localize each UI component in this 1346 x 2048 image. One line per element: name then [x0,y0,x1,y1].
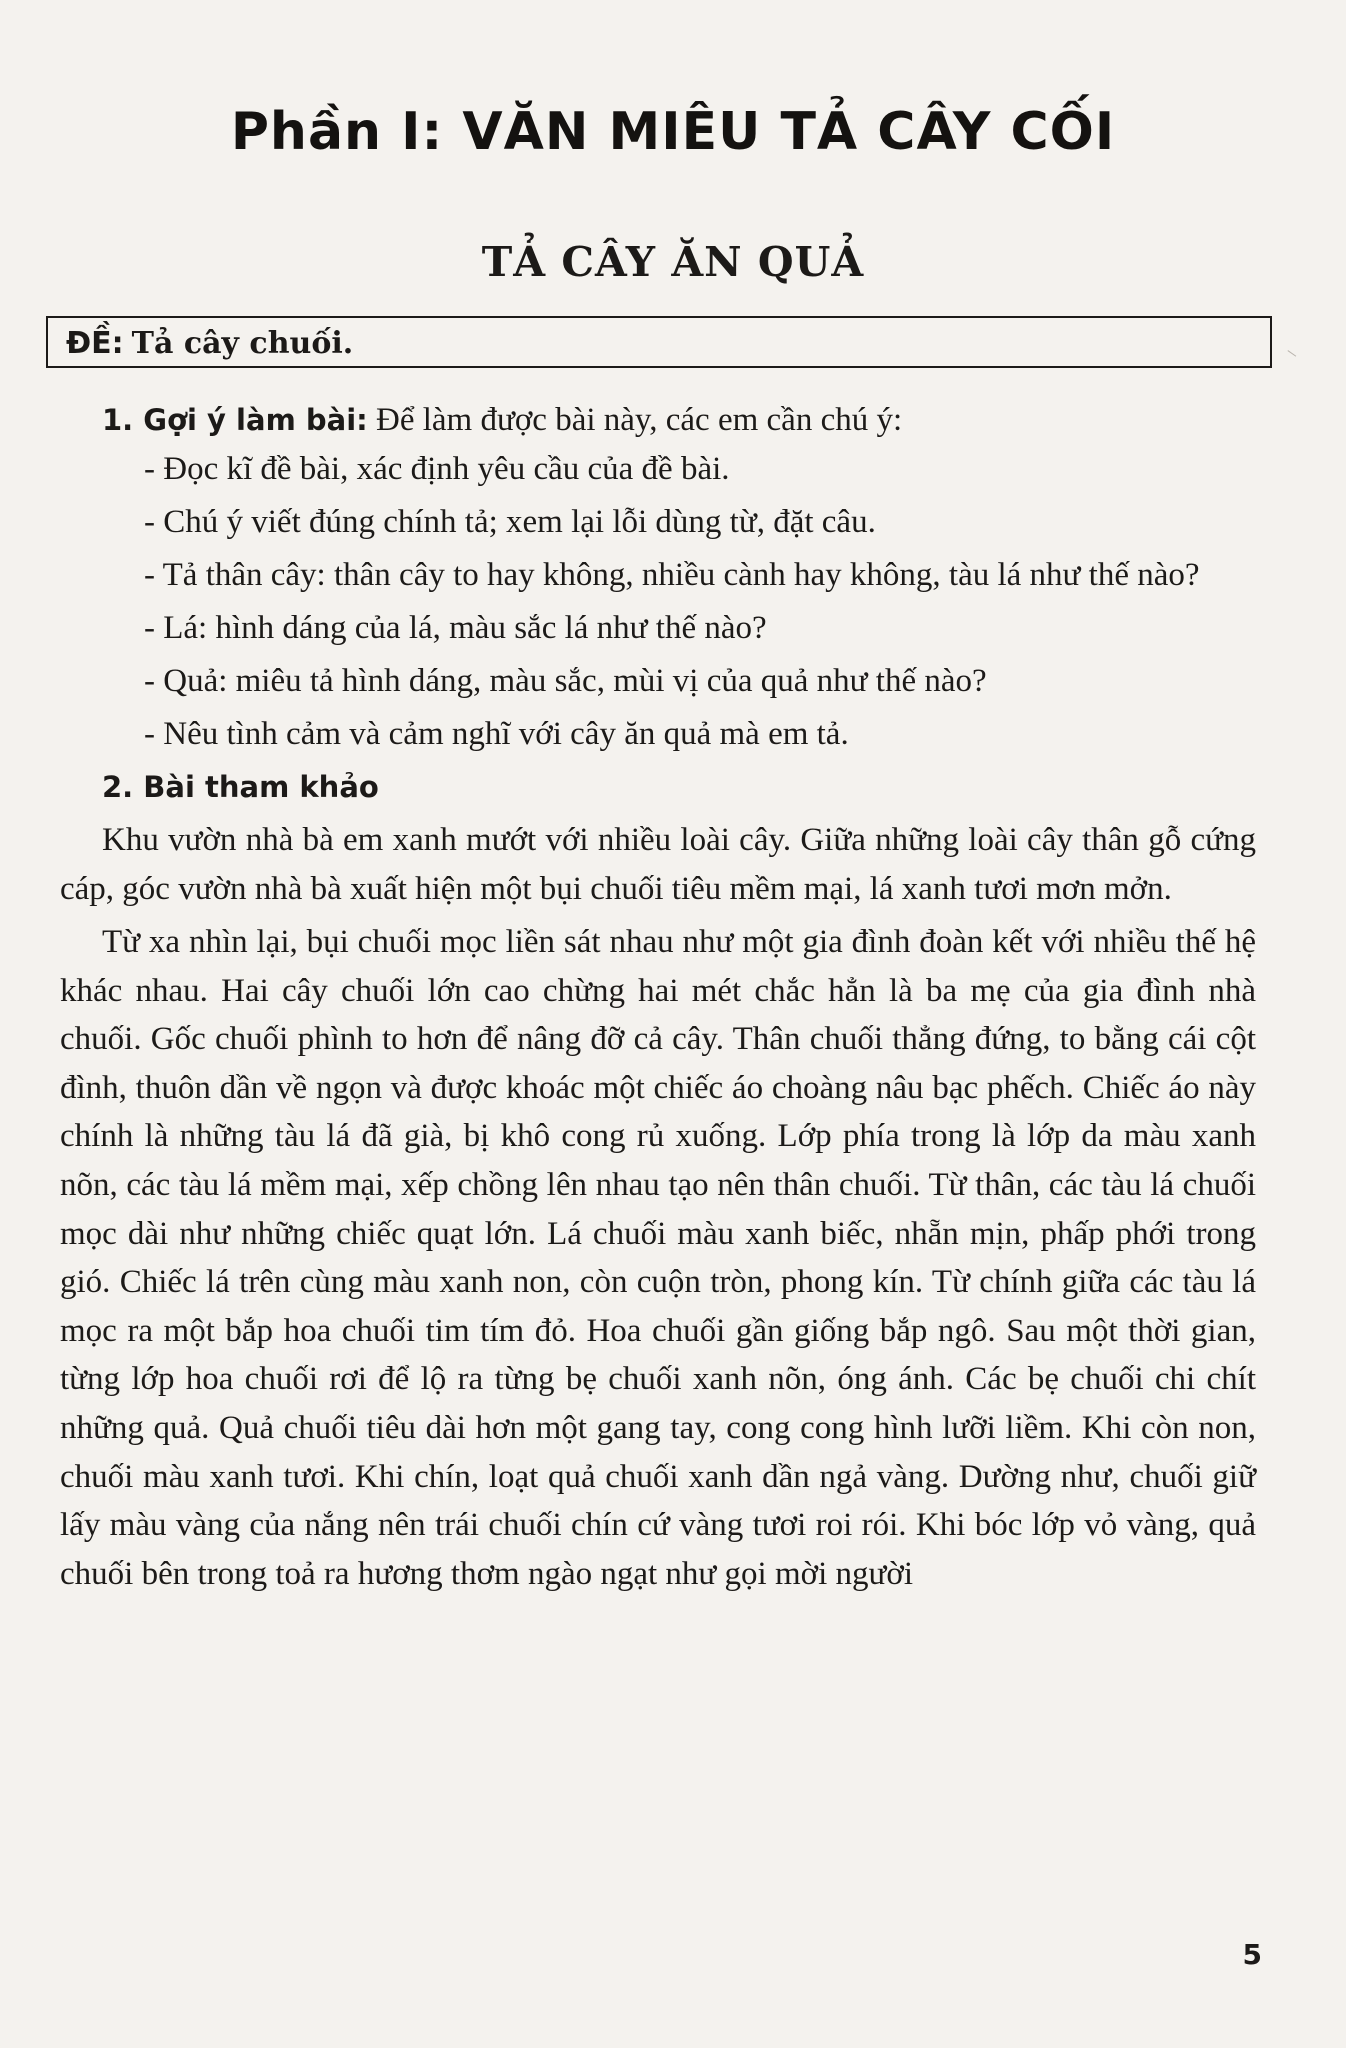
topic-box [46,316,1272,368]
page-number: 5 [1242,1938,1262,1971]
reference-paragraph: Từ xa nhìn lại, bụi chuối mọc liền sát nhau như một gia đình đoàn kết với nhiều thế hệ khác nhau. Hai cây chuối lớn cao chừng hai mét chắc hẳn là ba mẹ của gia đình nhà chuối. Gốc chuối phình to hơn để nâng đỡ cả cây. Thân chuối thẳng đứng, to bằng cái cột đình, thuôn dần về ngọn và được khoác một chiếc áo choàng nâu bạc phếch. Chiếc áo này chính là những tàu lá đã già, bị khô cong rủ xuống. Lớp phía trong là lớp da màu xanh nõn, các tàu lá mềm mại, xếp chồng lên nhau tạo nên thân chuối. Từ thân, các tàu lá chuối mọc dài như những chiếc quạt lớn. Lá chuối màu xanh biếc, nhẵn mịn, phấp phới trong gió. Chiếc lá trên cùng màu xanh non, còn cuộn tròn, phong kín. Từ chính giữa các tàu lá mọc ra một bắp hoa chuối tim tím đỏ. Hoa chuối gần giống bắp ngô. Sau một thời gian, từng lớp hoa chuối rơi để lộ ra từng bẹ chuối xanh nõn, óng ánh. Các bẹ chuối chi chít những quả. Quả chuối tiêu dài hơn một gang tay, cong cong hình lưỡi liềm. Khi còn non, chuối màu xanh tươi. Khi chín, loạt quả chuối xanh dần ngả vàng. Dường như, chuối giữ lấy màu vàng của nắng nên trái chuối chín cứ vàng tươi roi rói. Khi bóc lớp vỏ vàng, quả chuối bên trong toả ra hương thơm ngào ngạt như gọi mời người [60,924,1256,1592]
hint-item: - Lá: hình dáng của lá, màu sắc lá như thế nào? [144,610,767,646]
part-title: Phần I: VĂN MIÊU TẢ CÂY CỐI [230,102,1116,162]
topic-text: Tả cây chuối. [131,326,354,361]
page-mark [1282,350,1297,365]
page-content [60,396,1256,1598]
hints-heading [60,396,1256,445]
hint-item: - Đọc kĩ đề bài, xác định yêu cầu của đề bài. [144,451,730,487]
reference-paragraph: Khu vườn nhà bà em xanh mướt với nhiều loài cây. Giữa những loài cây thân gỗ cứng cáp, góc vườn nhà bà xuất hiện một bụi chuối tiêu mềm mại, lá xanh tươi mơn mởn. [60,822,1256,907]
section-title: TẢ CÂY ĂN QUẢ [481,238,865,286]
hints-heading-text: Để làm được bài này, các em cần chú ý: [376,402,903,438]
topic-line [66,324,353,361]
hints-heading-label: 1. Gợi ý làm bài: [102,403,368,437]
reference-heading: 2. Bài tham khảo [102,770,379,804]
hint-item: - Nêu tình cảm và cảm nghĩ với cây ăn quả mà em tả. [144,716,849,752]
hint-item: - Tả thân cây: thân cây to hay không, nhiều cành hay không, tàu lá như thế nào? [144,557,1200,593]
hint-item: - Quả: miêu tả hình dáng, màu sắc, mùi vị của quả như thế nào? [144,663,987,699]
topic-label: ĐỀ: [66,326,124,361]
hint-item: - Chú ý viết đúng chính tả; xem lại lỗi dùng từ, đặt câu. [144,504,876,540]
